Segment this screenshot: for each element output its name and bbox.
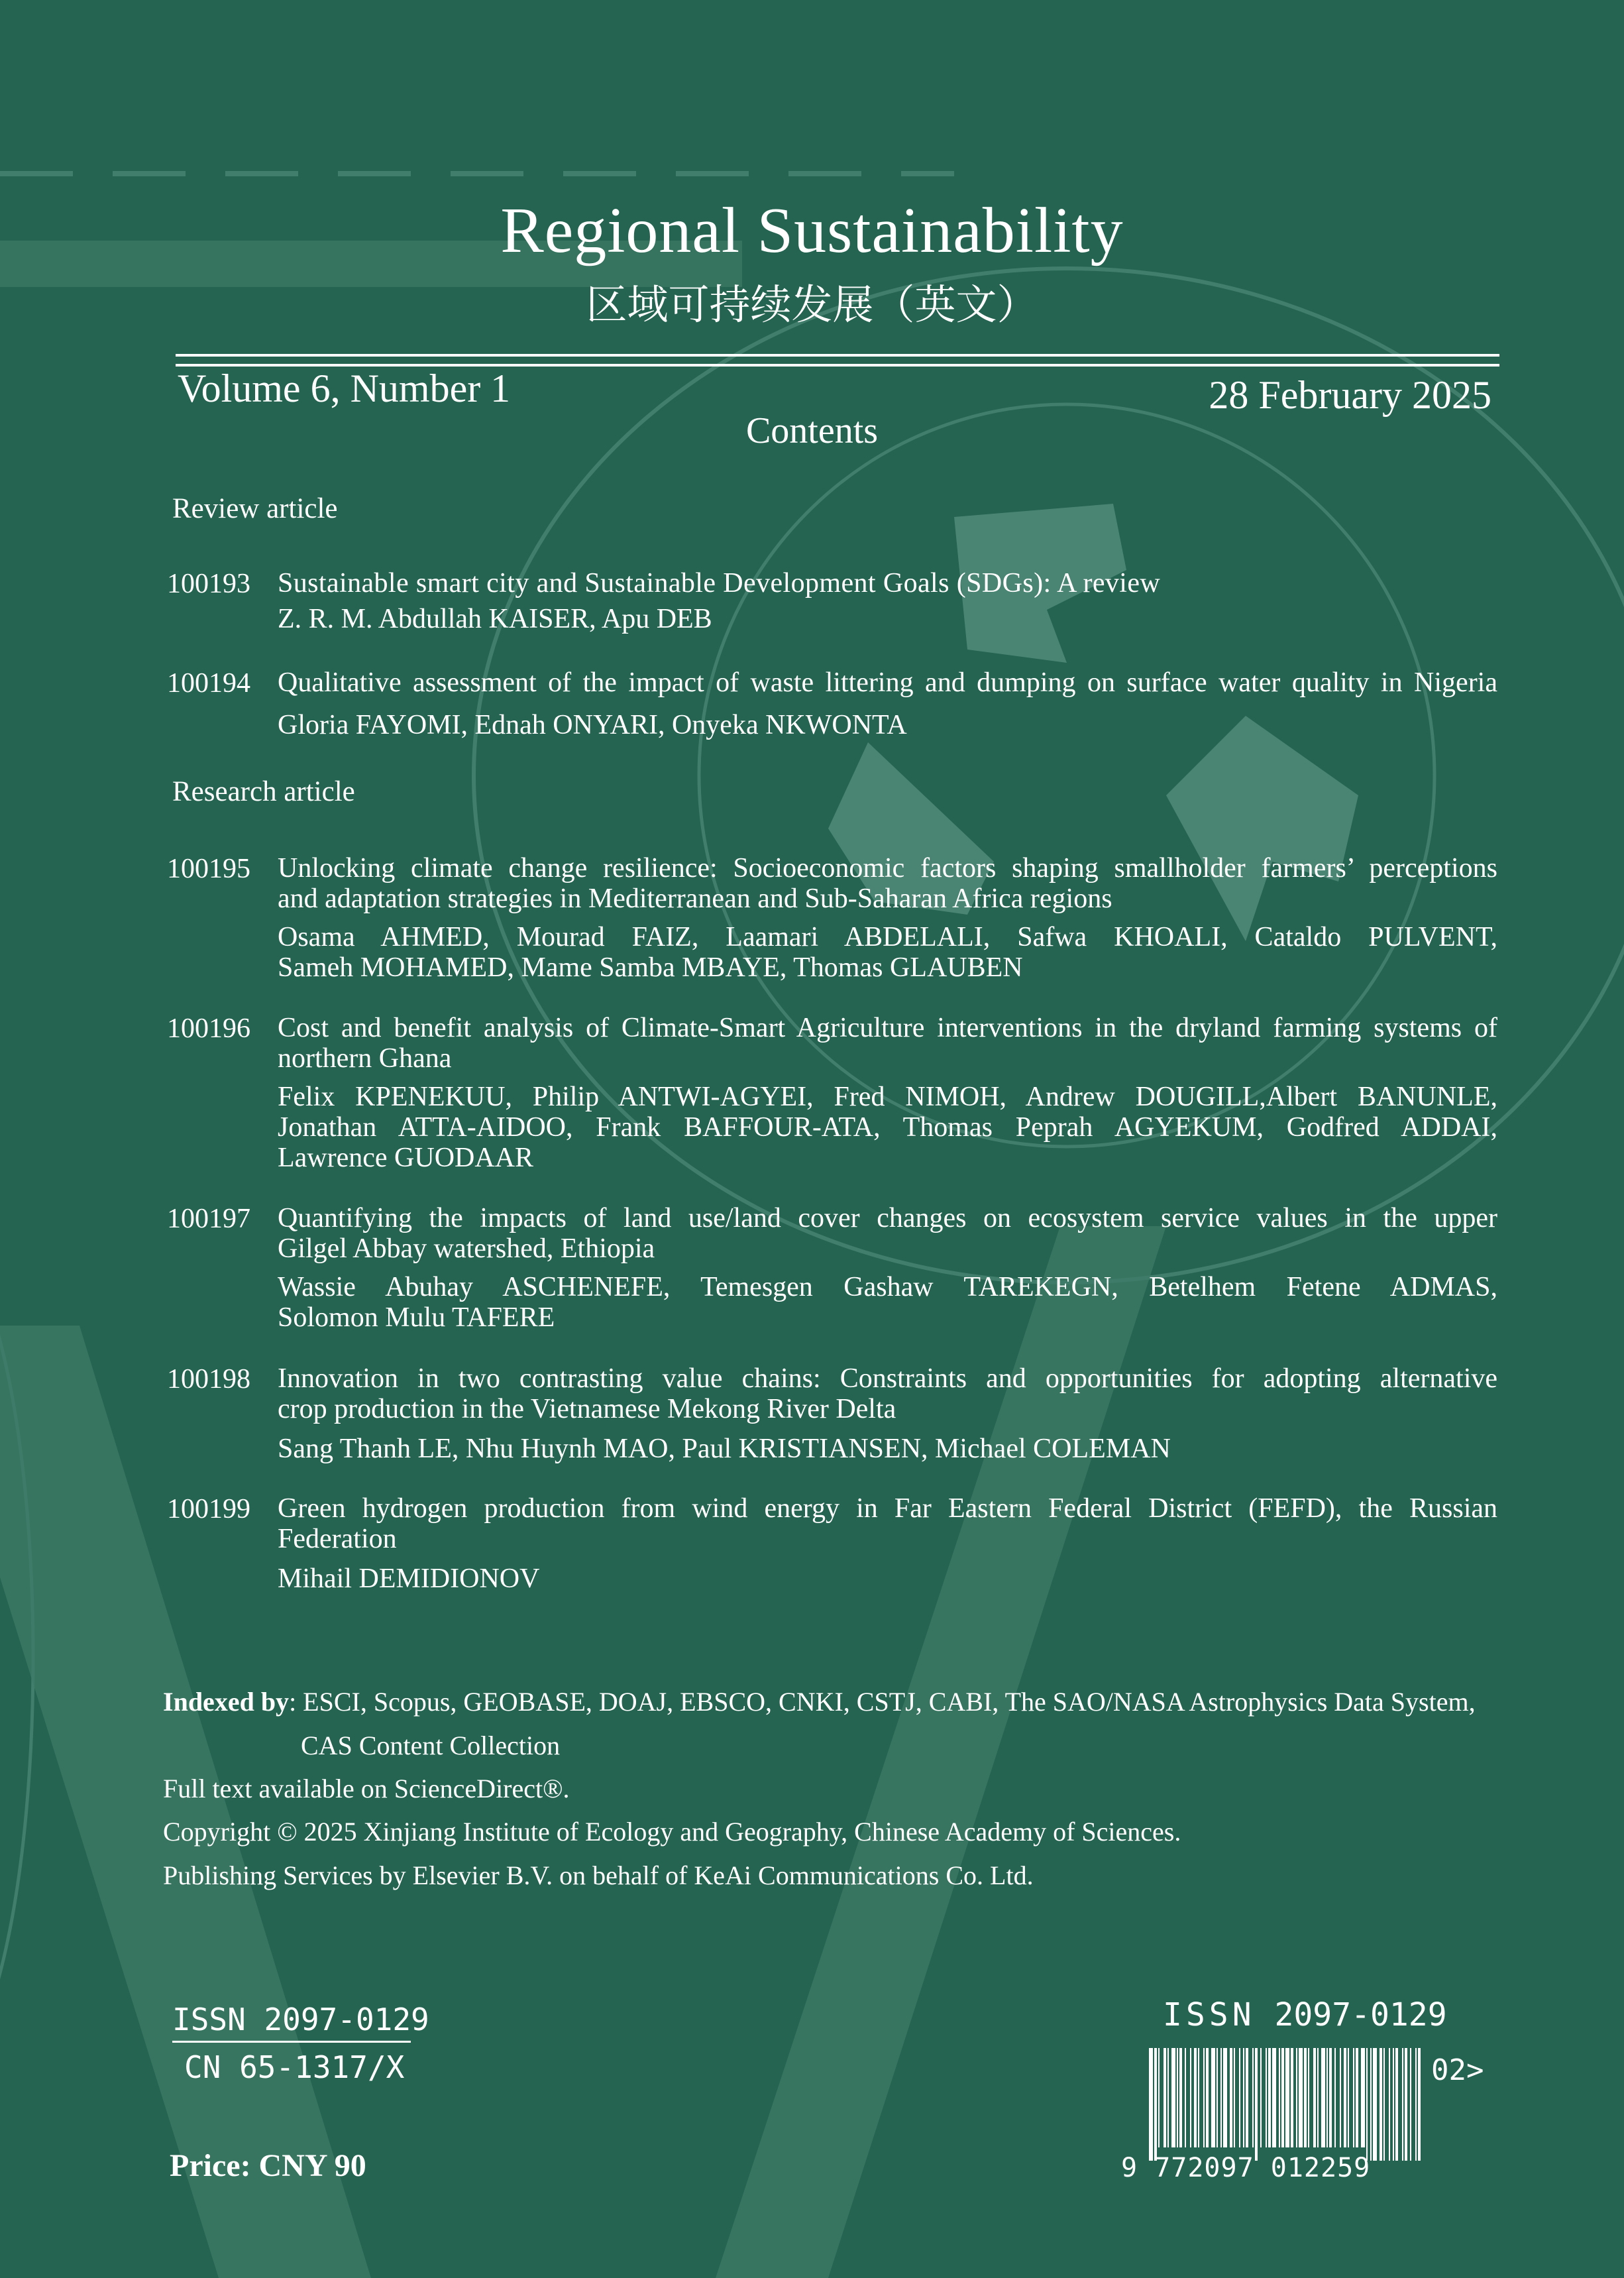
indexed-by-list: : ESCI, Scopus, GEOBASE, DOAJ, EBSCO, CNKI, CSTJ, CABI, The SAO/NASA Astrophysics Data System, [289, 1687, 1476, 1717]
barcode-bar [1279, 2048, 1280, 2147]
barcode-bar [1252, 2048, 1254, 2147]
article-title-line: Innovation in two contrasting value chains: Constraints and opportunities for adopting alternative [278, 1363, 1497, 1394]
indexed-by-continued: CAS Content Collection [301, 1731, 561, 1760]
barcode-bar [1366, 2048, 1368, 2161]
copyright-note: Copyright © 2025 Xinjiang Institute of Ecology and Geography, Chinese Academy of Sciences. [163, 1817, 1181, 1847]
barcode-bar [1243, 2048, 1244, 2147]
barcode-bar [1198, 2048, 1199, 2147]
section-heading-research: Research article [172, 776, 355, 807]
barcode-bar [1291, 2048, 1293, 2147]
barcode-issn-label: ISSN [1163, 1996, 1256, 2033]
article-title-line: Quantifying the impacts of land use/land cover changes on ecosystem service values in the upper [278, 1203, 1497, 1233]
article-title: Sustainable smart city and Sustainable Development Goals (SDGs): A review [278, 568, 1161, 598]
article-title-line: and adaptation strategies in Mediterranean and Sub-Saharan Africa regions [278, 883, 1112, 914]
article-id: 100198 [167, 1364, 250, 1395]
barcode-bar [1185, 2048, 1186, 2147]
article-authors: Mihail DEMIDIONOV [278, 1564, 540, 1594]
publishing-note: Publishing Services by Elsevier B.V. on behalf of KeAi Communications Co. Ltd. [163, 1860, 1034, 1890]
barcode-bar [1405, 2048, 1407, 2161]
barcode-bar [1356, 2048, 1358, 2147]
barcode-bar [1395, 2048, 1398, 2161]
article-authors: Z. R. M. Abdullah KAISER, Apu DEB [278, 604, 712, 634]
barcode-bar [1246, 2048, 1248, 2147]
article-authors: Lawrence GUODAAR [278, 1143, 534, 1173]
article-authors: Sameh MOHAMED, Mame Samba MBAYE, Thomas GLAUBEN [278, 952, 1023, 983]
barcode-bar [1230, 2048, 1232, 2147]
barcode-bar [1299, 2048, 1303, 2147]
issn-label: ISSN 2097-0129 [172, 2002, 429, 2037]
barcode-bar [1206, 2048, 1209, 2147]
barcode-bar [1158, 2048, 1160, 2147]
barcode-bar [1313, 2048, 1316, 2147]
barcode-bar [1308, 2048, 1309, 2147]
barcode-bar [1317, 2048, 1319, 2147]
fulltext-note: Full text available on ScienceDirect®. [163, 1774, 570, 1803]
barcode-bar [1410, 2048, 1411, 2161]
article-id: 100197 [167, 1204, 250, 1234]
barcode-bar [1418, 2048, 1421, 2161]
barcode-bar [1304, 2048, 1307, 2147]
cn-number: CN 65-1317/X [184, 2049, 405, 2085]
issn-rule [172, 2041, 411, 2043]
barcode-bar [1321, 2048, 1325, 2147]
section-heading-review: Review article [172, 493, 338, 524]
article-title-line: northern Ghana [278, 1043, 452, 1074]
barcode-bar [1190, 2048, 1191, 2147]
barcode-bar [1340, 2048, 1341, 2147]
article-id: 100194 [167, 668, 250, 699]
barcode-bar [1361, 2048, 1365, 2147]
barcode-bar [1281, 2048, 1284, 2147]
contents-heading: Contents [745, 410, 879, 451]
barcode-bar [1203, 2048, 1205, 2147]
barcode-number: 9 772097 012259 [1121, 2153, 1371, 2183]
barcode-issn [1163, 1996, 1447, 2033]
article-title: Qualitative assessment of the impact of waste littering and dumping on surface water quality in Nigeria [278, 667, 1497, 698]
indexed-by-label: Indexed by [163, 1687, 290, 1717]
barcode-bar [1179, 2048, 1182, 2147]
barcode-bar [1402, 2048, 1403, 2161]
article-title-line: Gilgel Abbay watershed, Ethiopia [278, 1233, 655, 1264]
barcode-bar [1149, 2048, 1153, 2161]
barcode-bar [1380, 2048, 1382, 2161]
journal-title: Regional Sustainability [500, 195, 1124, 266]
barcode-bar [1223, 2048, 1227, 2147]
article-title-line: Federation [278, 1524, 397, 1554]
barcode-bar [1344, 2048, 1346, 2147]
barcode-bar [1348, 2048, 1349, 2147]
article-id: 100195 [167, 854, 250, 884]
article-authors: Felix KPENEKUU, Philip ANTWI-AGYEI, Fred NIMOH, Andrew DOUGILL,Albert BANUNLE, [278, 1082, 1497, 1112]
barcode-addon: 02> [1431, 2053, 1484, 2087]
article-id: 100193 [167, 569, 250, 599]
article-title-line: Cost and benefit analysis of Climate-Smart Agriculture interventions in the dryland farming systems of [278, 1013, 1497, 1043]
barcode-bar [1415, 2048, 1417, 2161]
barcode-bar [1389, 2048, 1390, 2161]
barcode-bar [1266, 2048, 1267, 2147]
journal-subtitle-chinese: 区域可持续发展（英文） [586, 280, 1038, 329]
barcode-bar [1171, 2048, 1175, 2147]
barcode-bar [1177, 2048, 1178, 2147]
barcode-bar [1334, 2048, 1336, 2147]
barcode-bar [1167, 2048, 1169, 2147]
barcode-bar [1326, 2048, 1328, 2147]
barcode-bar [1329, 2048, 1332, 2147]
barcode-bar [1272, 2048, 1276, 2147]
barcode-bar [1217, 2048, 1218, 2147]
barcode-bar [1220, 2048, 1222, 2147]
barcode-bar [1353, 2048, 1354, 2147]
barcode-bar [1154, 2048, 1157, 2161]
volume-number: Volume 6, Number 1 [178, 367, 511, 410]
barcode-bar [1383, 2048, 1385, 2161]
barcode-bar [1255, 2048, 1258, 2161]
barcode-bar [1373, 2048, 1377, 2161]
header-rule-top [176, 354, 1499, 357]
barcode-bar [1370, 2048, 1372, 2161]
barcode-issn-number: 2097-0129 [1274, 1996, 1447, 2033]
indexed-by [163, 1687, 1501, 1717]
barcode-bar [1164, 2048, 1166, 2147]
article-authors: Sang Thanh LE, Nhu Huynh MAO, Paul KRISTIANSEN, Michael COLEMAN [278, 1434, 1171, 1464]
issue-date: 28 February 2025 [1209, 373, 1491, 417]
barcode-bar [1239, 2048, 1240, 2147]
barcode-bar [1268, 2048, 1271, 2147]
barcode-bar [1234, 2048, 1235, 2147]
barcode-bar [1393, 2048, 1394, 2161]
price: Price: CNY 90 [170, 2148, 366, 2183]
article-id: 100199 [167, 1494, 250, 1524]
article-authors: Osama AHMED, Mourad FAIZ, Laamari ABDELALI, Safwa KHOALI, Cataldo PULVENT, [278, 922, 1497, 952]
barcode-bar [1260, 2048, 1262, 2147]
article-authors: Jonathan ATTA-AIDOO, Frank BAFFOUR-ATA, Thomas Peprah AGYEKUM, Godfred ADDAI, [278, 1112, 1497, 1143]
barcode-bar [1211, 2048, 1215, 2147]
barcode-bar [1285, 2048, 1289, 2147]
article-authors: Wassie Abuhay ASCHENEFE, Temesgen Gashaw TAREKEGN, Betelhem Fetene ADMAS, [278, 1272, 1497, 1302]
barcode-bar [1296, 2048, 1297, 2147]
article-id: 100196 [167, 1013, 250, 1044]
article-title-line: crop production in the Vietnamese Mekong River Delta [278, 1394, 896, 1424]
article-authors: Gloria FAYOMI, Ednah ONYARI, Onyeka NKWONTA [278, 710, 907, 740]
barcode-bar [1194, 2048, 1197, 2147]
article-title-line: Unlocking climate change resilience: Socioeconomic factors shaping smallholder farmers’ perceptions [278, 853, 1497, 883]
article-title-line: Green hydrogen production from wind energy in Far Eastern Federal District (FEFD), the Russian [278, 1493, 1497, 1524]
article-authors: Solomon Mulu TAFERE [278, 1302, 555, 1333]
